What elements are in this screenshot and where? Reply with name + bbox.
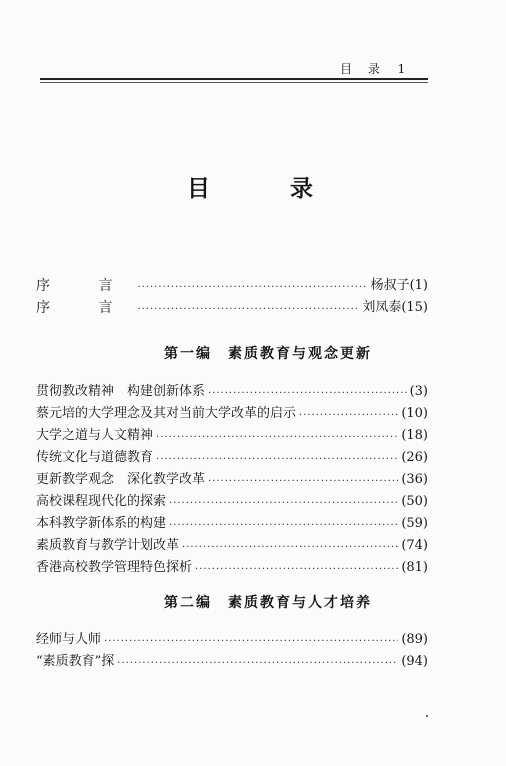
- dot-leader: [104, 636, 398, 648]
- running-header-label: 目 录: [340, 62, 386, 76]
- toc-entry[interactable]: [36, 516, 428, 532]
- dot-leader: [117, 658, 398, 670]
- toc-entry-title: “素质教育”探: [36, 654, 115, 669]
- toc-entry-preface-1[interactable]: [36, 278, 428, 294]
- toc-entry[interactable]: [36, 654, 428, 670]
- toc-entry-title: 传统文化与道德教育: [36, 450, 154, 465]
- dot-leader: [156, 432, 398, 444]
- dot-leader: [169, 520, 398, 532]
- toc-entry-page: (3): [409, 384, 428, 399]
- stray-mark: [426, 715, 428, 717]
- toc-entry[interactable]: [36, 450, 428, 466]
- toc-entry[interactable]: [36, 632, 428, 648]
- toc-entry[interactable]: [36, 428, 428, 444]
- toc-entry-page: (59): [401, 516, 428, 531]
- running-header: [340, 60, 405, 77]
- toc-entry[interactable]: [36, 494, 428, 510]
- running-header-page-number: 1: [397, 62, 406, 76]
- toc-entry-title: 高校课程现代化的探索: [36, 494, 167, 509]
- part-heading-2: 第二编 素质教育与人才培养: [164, 595, 372, 611]
- toc-entry-page: (50): [401, 494, 428, 509]
- toc-entry-author-page: 刘凤泰(15): [362, 300, 428, 315]
- dot-leader: [195, 564, 398, 576]
- toc-entry-title: 蔡元培的大学理念及其对当前大学改革的启示: [36, 406, 297, 421]
- toc-entry-page: (74): [401, 538, 428, 553]
- toc-entry-title: 序 言: [36, 278, 135, 294]
- dot-leader: [137, 304, 359, 316]
- dot-leader: [156, 454, 398, 466]
- toc-entry-page: (26): [401, 450, 428, 465]
- toc-entry-title: 经师与人师: [36, 632, 102, 647]
- toc-entry-page: (89): [401, 632, 428, 647]
- toc-entry-title: 序 言: [36, 300, 135, 316]
- toc-entry-title: 贯彻教改精神 构建创新体系: [36, 384, 206, 399]
- toc-entry-title: 更新教学观念 深化教学改革: [36, 472, 206, 487]
- toc-entry-page: (18): [401, 428, 428, 443]
- toc-entry[interactable]: [36, 406, 428, 422]
- header-rule: [40, 78, 428, 80]
- page-title: 目 录: [186, 175, 349, 202]
- toc-entry-preface-2[interactable]: [36, 300, 428, 316]
- dot-leader: [169, 498, 398, 510]
- toc-entry[interactable]: [36, 384, 428, 400]
- dot-leader: [208, 476, 398, 488]
- toc-entry-title: 素质教育与教学计划改革: [36, 538, 180, 553]
- dot-leader: [182, 542, 398, 554]
- toc-entry-page: (94): [401, 654, 428, 669]
- toc-entry-author-page: 杨叔子(1): [370, 278, 428, 293]
- toc-entry-page: (36): [401, 472, 428, 487]
- toc-entry[interactable]: [36, 560, 428, 576]
- dot-leader: [208, 388, 407, 400]
- toc-entry[interactable]: [36, 472, 428, 488]
- dot-leader: [299, 410, 398, 422]
- toc-entry-page: (10): [401, 406, 428, 421]
- toc-entry[interactable]: [36, 538, 428, 554]
- header-rule-thin: [40, 82, 428, 83]
- toc-entry-title: 本科教学新体系的构建: [36, 516, 167, 531]
- dot-leader: [137, 282, 367, 294]
- toc-entry-page: (81): [401, 560, 428, 575]
- toc-entry-title: 香港高校教学管理特色探析: [36, 560, 193, 575]
- part-heading-1: 第一编 素质教育与观念更新: [164, 346, 372, 362]
- toc-entry-title: 大学之道与人文精神: [36, 428, 154, 443]
